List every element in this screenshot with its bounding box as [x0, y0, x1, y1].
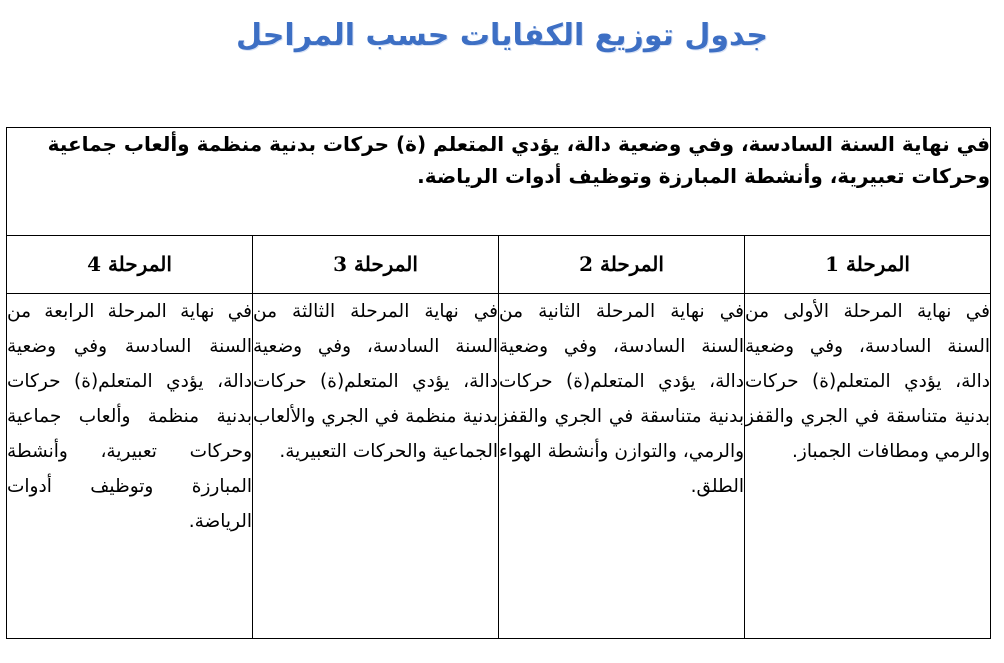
table-row-headers	[7, 236, 991, 294]
stage-3-header: المرحلة 3	[253, 236, 499, 294]
stage-4-description: في نهاية المرحلة الرابعة من السنة السادسة وفي وضعية دالة، يؤدي المتعلم(ة) حركات بدنية منظمة وألعاب جماعية وحركات تعبيرية، وأنشطة المبارزة وتوظيف أدوات الرياضة.	[7, 294, 253, 639]
table-row-descriptions	[7, 294, 991, 639]
stage-4-header: المرحلة 4	[7, 236, 253, 294]
table-row-statement	[7, 128, 991, 236]
stage-1-header: المرحلة 1	[745, 236, 991, 294]
competency-statement: في نهاية السنة السادسة، وفي وضعية دالة، يؤدي المتعلم (ة) حركات بدنية منظمة وألعاب جماعية وحركات تعبيرية، وأنشطة المبارزة وتوظيف أدوات الرياضة.	[7, 128, 991, 236]
stage-3-description: في نهاية المرحلة الثالثة من السنة السادسة، وفي وضعية دالة، يؤدي المتعلم(ة) حركات بدنية منظمة في الجري والألعاب الجماعية والحركات التعبيرية.	[253, 294, 499, 639]
stage-2-header: المرحلة 2	[499, 236, 745, 294]
stage-1-description: في نهاية المرحلة الأولى من السنة السادسة، وفي وضعية دالة، يؤدي المتعلم(ة) حركات بدنية متناسقة في الجري والقفز والرمي ومطافات الجمباز.	[745, 294, 991, 639]
competency-table	[6, 127, 991, 639]
stage-2-description: في نهاية المرحلة الثانية من السنة السادسة، وفي وضعية دالة، يؤدي المتعلم(ة) حركات بدنية متناسقة في الجري والقفز والرمي، والتوازن وأنشطة الهواء الطلق.	[499, 294, 745, 639]
page-title: جدول توزيع الكفايات حسب المراحل	[236, 18, 768, 53]
